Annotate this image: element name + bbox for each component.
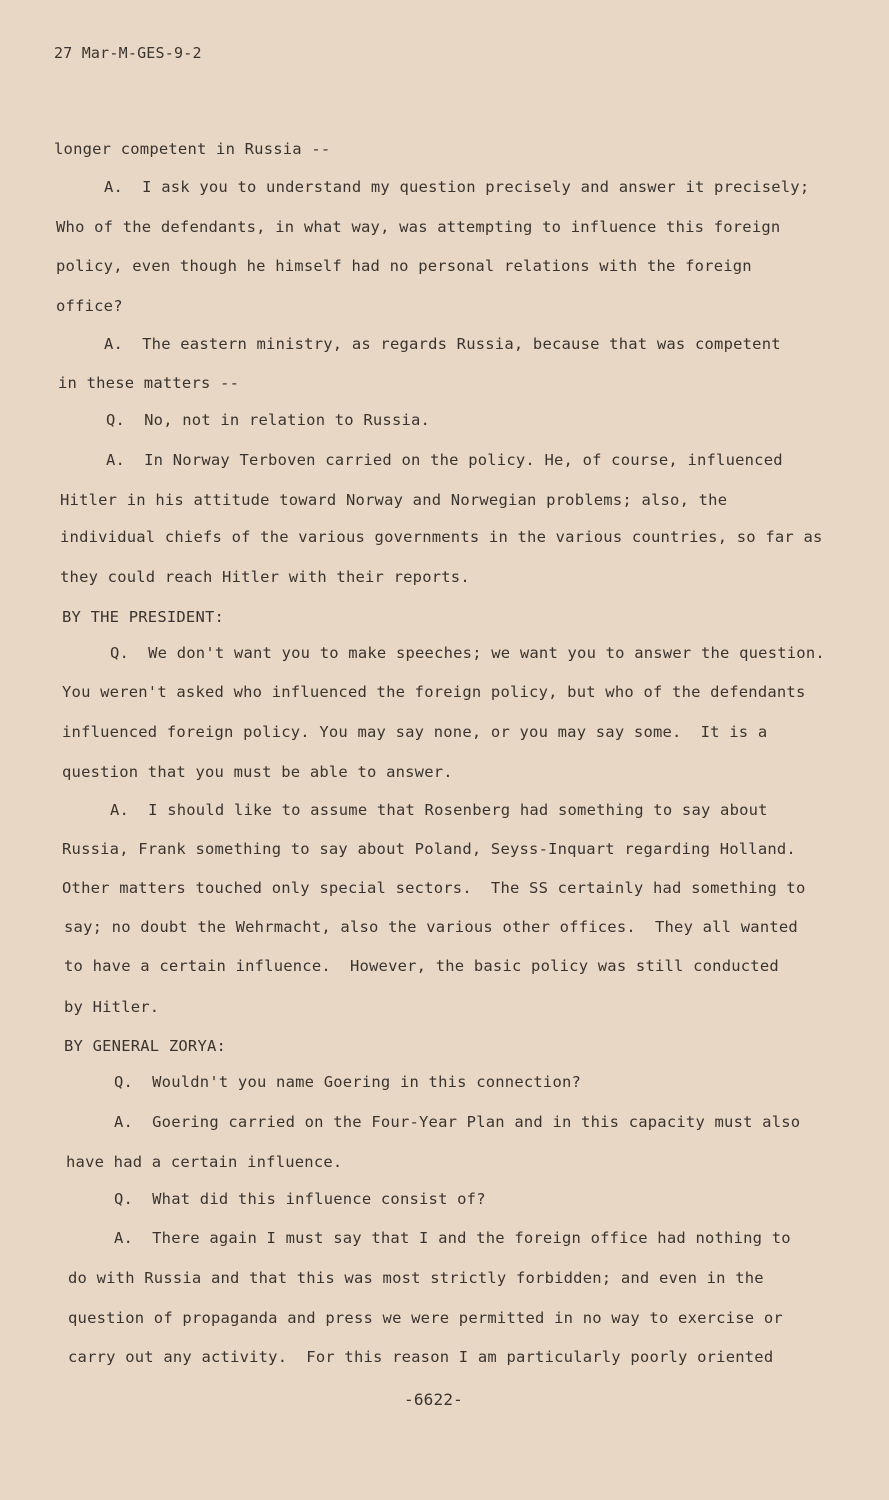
text-line: they could reach Hitler with their reports. [60,568,470,586]
text-line: A. I ask you to understand my question precisely and answer it precisely; [104,178,810,196]
document-reference: 27 Mar-M-GES-9-2 [54,44,202,62]
text-line: A. The eastern ministry, as regards Russia, because that was competent [104,335,781,353]
text-line: policy, even though he himself had no personal relations with the foreign [56,257,752,275]
text-line: question that you must be able to answer. [62,763,453,781]
text-line: do with Russia and that this was most strictly forbidden; and even in the [68,1269,764,1287]
text-line: have had a certain influence. [66,1153,343,1171]
text-line: Q. What did this influence consist of? [114,1190,486,1208]
text-line: in these matters -- [58,374,240,392]
text-line: Who of the defendants, in what way, was attempting to influence this foreign [56,218,781,236]
speaker-heading: BY GENERAL ZORYA: [64,1037,227,1055]
text-line: longer competent in Russia -- [54,140,331,158]
text-line: individual chiefs of the various governments in the various countries, so far as [60,528,823,546]
text-line: Other matters touched only special sectors. The SS certainly had something to [62,879,806,897]
text-line: Q. We don't want you to make speeches; we want you to answer the question. [110,644,825,662]
text-line: office? [56,297,123,315]
text-line: say; no doubt the Wehrmacht, also the various other offices. They all wanted [64,918,798,936]
text-line: by Hitler. [64,998,160,1016]
page-number: -6622- [404,1390,463,1409]
text-line: A. There again I must say that I and the foreign office had nothing to [114,1229,791,1247]
text-line: A. In Norway Terboven carried on the policy. He, of course, influenced [106,451,783,469]
text-line: Hitler in his attitude toward Norway and Norwegian problems; also, the [60,491,728,509]
text-line: to have a certain influence. However, the basic policy was still conducted [64,957,779,975]
text-line: question of propaganda and press we were permitted in no way to exercise or [68,1309,783,1327]
text-line: Q. Wouldn't you name Goering in this connection? [114,1073,582,1091]
text-line: A. Goering carried on the Four-Year Plan and in this capacity must also [114,1113,801,1131]
text-line: influenced foreign policy. You may say none, or you may say some. It is a [62,723,768,741]
text-line: Q. No, not in relation to Russia. [106,411,431,429]
text-line: Russia, Frank something to say about Poland, Seyss-Inquart regarding Holland. [62,840,796,858]
text-line: A. I should like to assume that Rosenberg had something to say about [110,801,768,819]
text-line: carry out any activity. For this reason I am particularly poorly oriented [68,1348,774,1366]
speaker-heading: BY THE PRESIDENT: [62,608,225,626]
text-line: You weren't asked who influenced the foreign policy, but who of the defendants [62,683,806,701]
